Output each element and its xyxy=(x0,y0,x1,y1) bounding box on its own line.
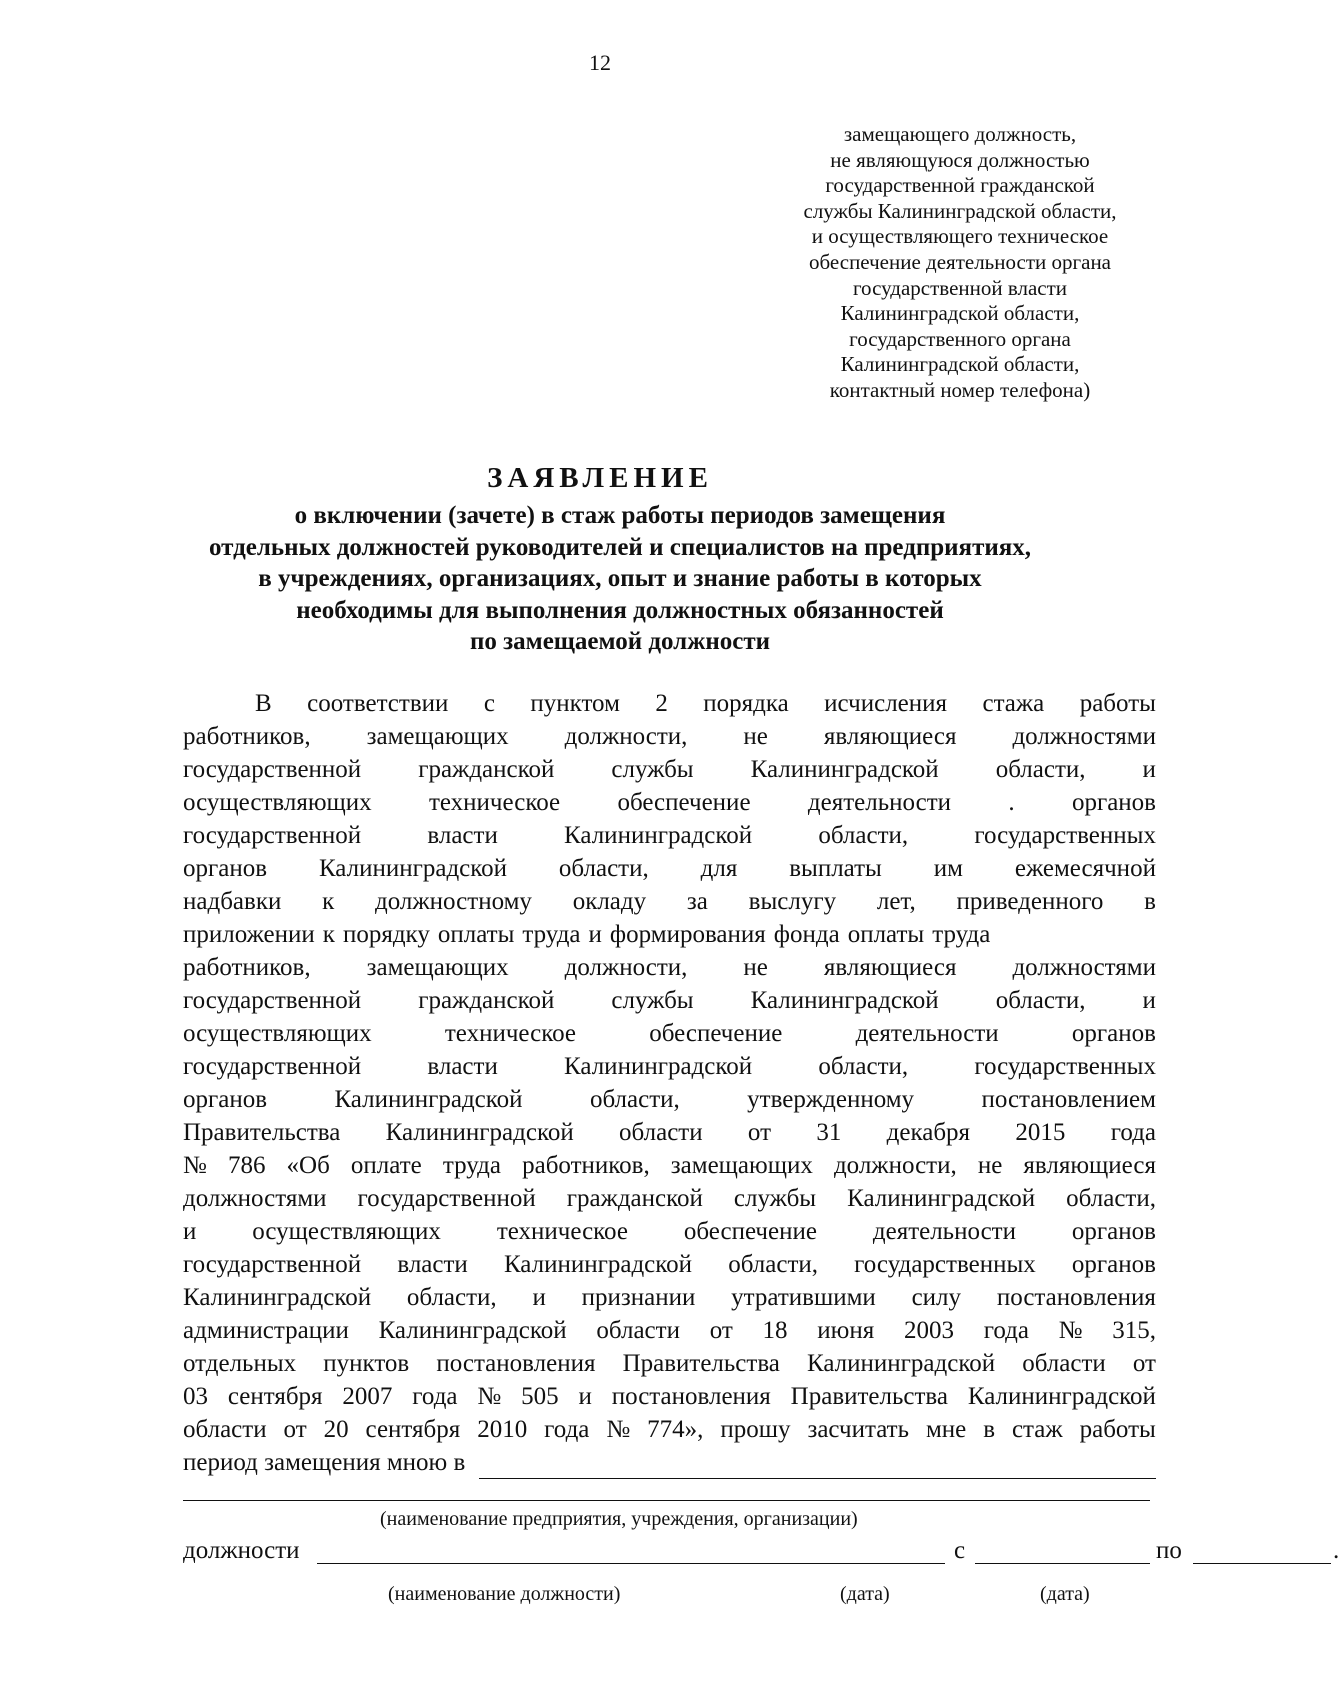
organization-caption: (наименование предприятия, учреждения, организации) xyxy=(380,1508,858,1530)
word: засчитать xyxy=(807,1416,909,1443)
word: и xyxy=(1142,987,1156,1014)
word: 786 xyxy=(227,1152,266,1179)
word: № xyxy=(183,1152,207,1179)
word: Калининградской xyxy=(847,1185,1036,1212)
word: 03 xyxy=(183,1383,208,1410)
word: В xyxy=(255,690,272,717)
subtitle-line: в учреждениях, организациях, опыт и знание работы в которых xyxy=(258,565,982,592)
addressee-line: контактный номер телефона) xyxy=(829,377,1091,402)
word: гражданской xyxy=(418,987,555,1014)
body-line xyxy=(183,1116,1156,1149)
word: для xyxy=(700,855,738,882)
date-from-input-line[interactable] xyxy=(975,1537,1150,1564)
to-label: по xyxy=(1156,1537,1182,1564)
word: «Об xyxy=(286,1152,330,1179)
word: 315, xyxy=(1112,1317,1156,1344)
word: труда xyxy=(932,921,991,948)
word: работников, xyxy=(183,723,311,750)
word: Калининградской xyxy=(503,1251,693,1278)
word: области, xyxy=(818,822,909,849)
word: органов xyxy=(1071,1251,1156,1278)
body-line xyxy=(183,951,1156,984)
word: надбавки xyxy=(183,888,282,915)
word: оплаты xyxy=(437,921,515,948)
body-line xyxy=(183,1182,1156,1215)
word: 2015 xyxy=(1015,1119,1066,1146)
word: области, xyxy=(818,1053,909,1080)
body-line xyxy=(183,753,1156,786)
word: от xyxy=(709,1317,733,1344)
word: 2010 xyxy=(477,1416,528,1443)
addressee-line: и осуществляющего техническое xyxy=(811,224,1109,249)
word: сентября xyxy=(365,1416,461,1443)
body-line xyxy=(183,1149,1156,1182)
date-to-input-line[interactable] xyxy=(1193,1537,1331,1564)
word: признании xyxy=(581,1284,696,1311)
word: . xyxy=(1008,789,1015,816)
word: постановлением xyxy=(981,1086,1156,1113)
word: являющиеся xyxy=(1023,1152,1156,1179)
body-line xyxy=(183,1017,1156,1050)
word: утратившими xyxy=(731,1284,876,1311)
from-label: с xyxy=(954,1537,966,1564)
addressee-line: обеспечение деятельности органа xyxy=(809,249,1111,274)
word: области, xyxy=(728,1251,819,1278)
word: должностями xyxy=(1012,954,1156,981)
word: обеспечение xyxy=(649,1020,783,1047)
addressee-line: не являющуюся должностью xyxy=(830,147,1090,172)
word: области, xyxy=(589,1086,680,1113)
statement-body xyxy=(183,687,1156,1479)
word: деятельности xyxy=(807,789,952,816)
body-line xyxy=(183,885,1156,918)
addressee-line: государственной власти xyxy=(852,275,1068,300)
word: области, xyxy=(1066,1185,1156,1212)
word: года xyxy=(983,1317,1029,1344)
body-line xyxy=(183,984,1156,1017)
word: власти xyxy=(427,1053,498,1080)
word: Калининградской xyxy=(378,1317,567,1344)
word: в xyxy=(983,1416,995,1443)
word: порядка xyxy=(703,690,789,717)
word: замещающих xyxy=(670,1152,813,1179)
position-row xyxy=(183,1537,1339,1569)
word: осуществляющих xyxy=(252,1218,441,1245)
word: труда xyxy=(522,921,581,948)
word: и xyxy=(588,921,602,948)
date-from-caption: (дата) xyxy=(840,1583,890,1605)
word: государственной xyxy=(183,987,362,1014)
word: работников, xyxy=(183,954,311,981)
word: исчисления xyxy=(824,690,948,717)
word: являющиеся xyxy=(823,723,957,750)
document-title: ЗАЯВЛЕНИЕ xyxy=(487,462,713,494)
word: работников, xyxy=(522,1152,650,1179)
word: должностями xyxy=(1012,723,1156,750)
body-line xyxy=(183,1314,1156,1347)
word: должностному xyxy=(375,888,532,915)
word: за xyxy=(686,888,708,915)
word: им xyxy=(933,855,963,882)
word: труда xyxy=(442,1152,501,1179)
addressee-block xyxy=(740,122,1180,404)
word: Калининградской xyxy=(318,855,508,882)
word: области xyxy=(1022,1350,1106,1377)
word: силу xyxy=(911,1284,962,1311)
word: 505 xyxy=(521,1383,559,1410)
word: государственной xyxy=(183,756,362,783)
word: должности, xyxy=(564,954,688,981)
document-subtitle xyxy=(150,500,1090,658)
word: должности, xyxy=(564,723,688,750)
word: области, xyxy=(995,987,1086,1014)
word: Калининградской xyxy=(334,1086,523,1113)
word: стаж xyxy=(1011,1416,1063,1443)
body-line xyxy=(183,1380,1156,1413)
word: техническое xyxy=(444,1020,576,1047)
body-line xyxy=(183,1083,1156,1116)
word: Правительства xyxy=(790,1383,948,1410)
word: стажа xyxy=(982,690,1045,717)
word: органов xyxy=(183,855,268,882)
word: службы xyxy=(733,1185,817,1212)
word: ежемесячной xyxy=(1014,855,1156,882)
word: 2 xyxy=(655,690,668,717)
word: администрации xyxy=(183,1317,349,1344)
body-line xyxy=(183,1248,1156,1281)
word: осуществляющих xyxy=(183,1020,372,1047)
word: 31 xyxy=(816,1119,842,1146)
word: выслугу xyxy=(748,888,837,915)
word: от xyxy=(1132,1350,1156,1377)
word: осуществляющих xyxy=(183,789,372,816)
body-line xyxy=(183,1281,1156,1314)
word: государственных xyxy=(974,822,1156,849)
word: мне xyxy=(925,1416,967,1443)
word: к xyxy=(322,888,335,915)
word: сентября xyxy=(227,1383,323,1410)
end-dot: . xyxy=(1333,1537,1339,1564)
word: от xyxy=(283,1416,307,1443)
addressee-line: замещающего должность, xyxy=(843,122,1077,146)
addressee-line: Калининградской области, xyxy=(840,301,1080,326)
period-row xyxy=(183,1446,1156,1479)
word: гражданской xyxy=(418,756,555,783)
word: Правительства xyxy=(183,1119,341,1146)
word: Калининградской xyxy=(967,1383,1156,1410)
word: замещающих xyxy=(366,954,509,981)
word: области, xyxy=(406,1284,497,1311)
position-input-line[interactable] xyxy=(317,1537,945,1564)
organization-input-line-2[interactable] xyxy=(183,1500,1150,1501)
word: фонда xyxy=(773,921,840,948)
word: деятельности xyxy=(872,1218,1016,1245)
word: постановления xyxy=(996,1284,1156,1311)
word: постановления xyxy=(436,1350,596,1377)
word: органов xyxy=(183,1086,268,1113)
word: декабря xyxy=(886,1119,971,1146)
word: постановления xyxy=(611,1383,771,1410)
word: прошу xyxy=(720,1416,791,1443)
body-line xyxy=(183,1413,1156,1446)
word: власти xyxy=(427,822,498,849)
word: области xyxy=(596,1317,680,1344)
word: пунктов xyxy=(323,1350,410,1377)
organization-input-line[interactable] xyxy=(479,1456,1156,1479)
word: работы xyxy=(1079,1416,1156,1443)
word: обеспечение xyxy=(617,789,751,816)
body-line xyxy=(183,720,1156,753)
word: № xyxy=(1058,1317,1083,1344)
word: утвержденному xyxy=(747,1086,915,1113)
word: оплаты xyxy=(847,921,925,948)
word: органов xyxy=(1071,789,1156,816)
word: и xyxy=(1142,756,1156,783)
word: области, xyxy=(995,756,1086,783)
word: должностями xyxy=(183,1185,327,1212)
subtitle-line: необходимы для выполнения должностных обязанностей xyxy=(296,596,944,624)
word: пунктом xyxy=(530,690,620,717)
word: № xyxy=(606,1416,631,1443)
word: государственной xyxy=(183,1053,362,1080)
body-line xyxy=(183,918,1156,951)
word: не xyxy=(743,723,768,750)
word: оплате xyxy=(350,1152,422,1179)
word: замещающих xyxy=(366,723,509,750)
word: техническое xyxy=(428,789,561,816)
addressee-line: службы Калининградской области, xyxy=(803,198,1117,223)
word: приведенного xyxy=(956,888,1104,915)
body-line xyxy=(183,1215,1156,1248)
date-to-caption: (дата) xyxy=(1040,1583,1090,1605)
body-line xyxy=(183,786,1156,819)
word: и xyxy=(532,1284,546,1311)
word: с xyxy=(483,690,495,717)
word: государственной xyxy=(357,1185,536,1212)
word: обеспечение xyxy=(683,1218,817,1245)
word: органов xyxy=(1071,1218,1156,1245)
word: 2003 xyxy=(903,1317,954,1344)
word: не xyxy=(977,1152,1003,1179)
period-prefix: период замещения мною в xyxy=(183,1449,466,1476)
word: 20 xyxy=(323,1416,349,1443)
body-line xyxy=(183,819,1156,852)
word: являющиеся xyxy=(823,954,957,981)
word: службы xyxy=(611,756,694,783)
word: Калининградской xyxy=(750,987,939,1014)
word: 2007 xyxy=(342,1383,393,1410)
body-line xyxy=(183,1347,1156,1380)
word: гражданской xyxy=(566,1185,703,1212)
word: области xyxy=(619,1119,703,1146)
subtitle-line: отдельных должностей руководителей и специалистов на предприятиях, xyxy=(208,533,1032,561)
word: и xyxy=(183,1218,197,1245)
position-label: должности xyxy=(183,1537,300,1564)
word: Калининградской xyxy=(385,1119,574,1146)
word: года xyxy=(544,1416,590,1443)
word: Калининградской xyxy=(750,756,939,783)
word: области xyxy=(183,1416,267,1443)
body-line xyxy=(183,1050,1156,1083)
word: года xyxy=(412,1383,458,1410)
body-line xyxy=(183,687,1156,720)
word: Правительства xyxy=(622,1350,780,1377)
word: 18 xyxy=(762,1317,788,1344)
word: государственной xyxy=(183,1251,362,1278)
word: Калининградской xyxy=(564,1053,753,1080)
word: приложении xyxy=(183,921,315,948)
word: не xyxy=(743,954,768,981)
addressee-line: государственного органа xyxy=(849,326,1071,351)
word: государственной xyxy=(183,822,362,849)
subtitle-line: о включении (зачете) в стаж работы периодов замещения xyxy=(294,502,946,529)
word: соответствии xyxy=(307,690,449,717)
subtitle-line: по замещаемой должности xyxy=(469,628,771,655)
word: в xyxy=(1144,888,1156,915)
word: отдельных xyxy=(183,1350,297,1377)
word: службы xyxy=(611,987,694,1014)
word: года xyxy=(1110,1119,1156,1146)
word: государственных xyxy=(854,1251,1036,1278)
word: должности, xyxy=(833,1152,957,1179)
word: формирования xyxy=(609,921,766,948)
body-line xyxy=(183,852,1156,885)
word: государственных xyxy=(974,1053,1156,1080)
word: Калининградской xyxy=(807,1350,996,1377)
word: от xyxy=(747,1119,772,1146)
word: 774», xyxy=(647,1416,704,1443)
word: органов xyxy=(1071,1020,1156,1047)
word: и xyxy=(578,1383,592,1410)
word: деятельности xyxy=(855,1020,999,1047)
word: к xyxy=(322,921,335,948)
page-number: 12 xyxy=(589,50,611,75)
word: работы xyxy=(1079,690,1156,717)
word: порядку xyxy=(342,921,430,948)
addressee-line: Калининградской области, xyxy=(840,352,1080,377)
word: окладу xyxy=(572,888,647,915)
word: власти xyxy=(397,1251,468,1278)
addressee-line: государственной гражданской xyxy=(825,173,1095,198)
word: Калининградской xyxy=(564,822,753,849)
word: выплаты xyxy=(789,855,882,882)
word: области, xyxy=(558,855,649,882)
word: Калининградской xyxy=(183,1284,372,1311)
word: техническое xyxy=(496,1218,628,1245)
position-caption: (наименование должности) xyxy=(388,1583,621,1605)
word: лет, xyxy=(876,888,916,915)
word: № xyxy=(477,1383,502,1410)
word: июня xyxy=(817,1317,875,1344)
